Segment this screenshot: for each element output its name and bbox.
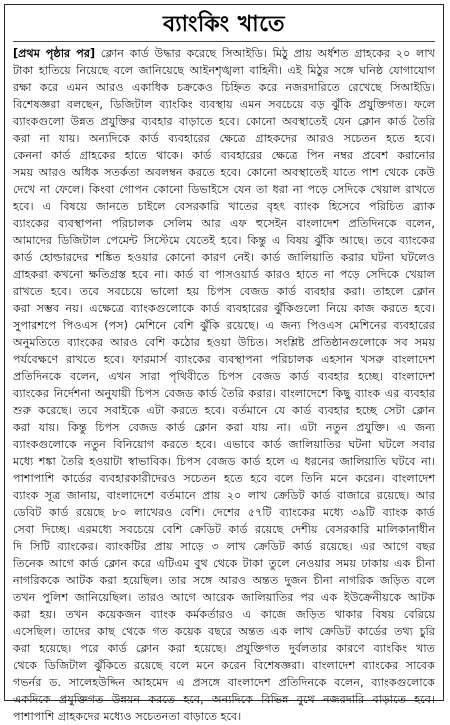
article-line: প্রতিদিনকে বলেন, এখন সারা পৃথিবীতে চিপস বেজড কার্ড ব্যবহার হচ্ছে। বাংলাদেশ [13, 370, 435, 383]
article-line: তখন পুলিশ জানিয়েছিল। তারও আগে আরেক জালিয়াতির পর এক ইউক্রেনীয়কে আটক [13, 591, 435, 604]
article-line: করা যায়। কিন্তু চিপস বেজড কার্ড ক্লোন করা যায় না। এটা নতুন প্রযুক্তি। এ জন্য [13, 421, 435, 434]
article-line: টাকা হাতিয়ে নিয়েছে বলে জানিয়েছে আইনশৃঙ্খলা বাহিনী। এই মিঠুর সঙ্গে ঘনিষ্ঠ যোগাযোগ [13, 64, 435, 77]
article-line: সেবা দিচ্ছে। এরমধ্যে সবচেয়ে বেশি ক্রেডিট কার্ড রয়েছে দেশীয় বেসরকারি মালিকানাধীন [13, 523, 435, 536]
article-line: গভর্নর ড. সালেহউদ্দিন আহমেদ এ প্রসঙ্গে বাংলাদেশ প্রতিদিনকে বলেন, ব্যাংকগুলোকে [13, 676, 435, 689]
newspaper-clipping [4, 4, 444, 723]
article-line: কেননা কার্ড গ্রাহকের হাতে থাকে। কার্ড ব্যবহারের ক্ষেত্রে পিন নম্বর প্রবেশ করানোর [13, 149, 435, 162]
article-line: পাশাপাশি কার্ডের ব্যবহারকারীদেরও সচেতন হতে হবে বলে তিনি মনে করেন। বাংলাদেশ [13, 472, 435, 485]
article-line: এসেছিল। তাদের কাছ থেকে গত কয়েক বছরে অন্তত এক লাখ ক্রেডিট কার্ডের তথ্য চুরি [13, 625, 435, 638]
article-line: গ্রাহকরা কখনো ক্ষতিগ্রস্ত হবে না। কার্ড বা পাসওয়ার্ড কারও হাতে না পড়ে সেদিকে খেয়াল [13, 268, 435, 281]
article-line: আমাদের ডিজিটাল পেমেন্ট সিস্টেমে যেতেই হবে। কিন্তু এ বিষয় ঝুঁকি আছে। তবে ব্যাংকের [13, 234, 435, 247]
article-line: একদিকে প্রযুক্তিগত উন্নয়ন করতে হবে, অন্যদিকে বিভিন্ন বুথে নজরদারি বাড়াতে হবে। [13, 693, 435, 706]
article-line: তিনেক আগে কার্ড ক্লোন করে এটিএম বুথ থেকে টাকা তুলে নেওয়ার সময় ঢাকায় এক চীনা [13, 557, 435, 570]
article-line: নাগরিককে আটক করা হয়েছিল। তার সঙ্গে আরও অন্তত দুজন চীনা নাগরিক জড়িত বলে [13, 574, 435, 587]
article-line: দেখে না ফেলে। কিংবা গোপন কোনো ডিভাইসে যেন তা ধরা না পড়ে সেদিকে খেয়াল রাখতে [13, 183, 435, 196]
article-line: ডেবিট কার্ড রয়েছে ৮০ লাখেরও বেশি। দেশের ৫৭টি ব্যাংকের মধ্যে ৩৯টি ব্যাংক কার্ড [13, 506, 435, 519]
headline-divider [13, 41, 435, 42]
article-line: করা হয়। তখন কয়েকজন ব্যাংক কর্মকর্তারও এ কাজে জড়িত থাকার বিষয় বেরিয়ে [13, 608, 435, 621]
article-line: করা না যায়। অন্যদিকে কার্ড ব্যবহারের ক্ষেত্রে গ্রাহকদের আরও সচেতন হতে হবে। [13, 132, 435, 145]
article-line: বিশেষজ্ঞরা বলছেন, ডিজিটাল ব্যাংকিং ব্যবস্থায় এমন সবচেয়ে বড় ঝুঁকি প্রযুক্তিগত। ফলে [13, 98, 435, 111]
headline: ব্যাংকিং খাতে [163, 11, 285, 37]
article-line-text: ক্লোন কার্ড উদ্ধার করেছে সিআইডি। মিঠু প্রায় অর্ধশত গ্রাহকের ২০ লাখ [95, 47, 435, 60]
article-line: রাখতে হবে। তবে সবচেয়ে ভালো হয় চিপস বেজড কার্ড ব্যবহার করা। তাহলে ক্লোন [13, 285, 435, 298]
article-line: ব্যাংকগুলোকে নতুন বিনিয়োগ করতে হবে। এভাবে কার্ড জালিয়াতির ঘটনা ঘটলে সবার [13, 438, 435, 451]
article-line: অনুমতিতে ব্যাংকের আরও বেশি কঠোর হওয়া উচিত। সংশ্লিষ্ট প্রতিষ্ঠানগুলোকে সব সময় [13, 336, 435, 349]
article-line: হবে। এ বিষয়ে জানতে চাইলে বেসরকারি খাতের বৃহৎ ব্যাংক হিসেবে পরিচিত ব্র্যাক [13, 200, 435, 213]
article-line: ব্যাংকগুলো উন্নত প্রযুক্তির ব্যবহার বাড়াতে হবে। কোনো অবস্থাতেই যেন ক্লোন কার্ড তৈরি [13, 115, 435, 128]
article-line [13, 45, 435, 62]
article-line: ব্যাংকের নির্দেশনা অনুযায়ী চিপস বেজড কার্ড তৈরি করার। বাংলাদেশে কিছু ব্যাংক এর ব্যবহার [13, 387, 435, 400]
article-line: ব্যাংক সূত্র জানায়, বাংলাদেশে বর্তমানে প্রায় ২০ লাখ ক্রেডিট কার্ড বাজারে রয়েছে। আর [13, 489, 435, 502]
article-line: ব্যাংকের ব্যবস্থাপনা পরিচালক সেলিম আর এফ হুসেইন বাংলাদেশ প্রতিদিনকে বলেন, [13, 217, 435, 230]
article-line: পর্যবেক্ষণে রাখতে হবে। ফারমার্স ব্যাংকের ব্যবস্থাপনা পরিচালক এহসান খসরু বাংলাদেশ [13, 353, 435, 366]
article-line: কার্ড হোল্ডারদের শঙ্কিত হওয়ার কোনো কারণ নেই। কার্ড জালিয়াতি করার ঘটনা ঘটলেও [13, 251, 435, 264]
article-line: থেকে ডিজিটাল ঝুঁকিতে রয়েছে বলে মনে করেন বিশেষজ্ঞরা। বাংলাদেশ ব্যাংকের সাবেক [13, 659, 435, 672]
article-body [13, 45, 435, 723]
continuation-tag: [প্রথম পৃষ্ঠার পর] [13, 47, 96, 60]
article-line: করা হয়েছে। পরে কার্ড ক্লোন করা হয়েছে। প্রযুক্তিগত দুর্বলতার কারণে ব্যাংকিং খাত [13, 642, 435, 655]
article-line: সময় আরও অধিক সতর্কতা অবলম্বন করতে হবে। কোনো অবস্থাতেই যাতে পাশ থেকে কেউ [13, 166, 435, 179]
article-line: শুরু করেছে। তবে সবাইকে এটা করতে হবে। বর্তমানে যে কার্ড ব্যবহার হচ্ছে সেটা ক্লোন [13, 404, 435, 417]
article-line: মধ্যে শঙ্কা তৈরি হওয়াটা স্বাভাবিক। চিপস বেজড কার্ড হলে এ ধরনের জালিয়াতি ঘটবে না। [13, 455, 435, 468]
article-line: পাশাপাশি গ্রাহকদের মধ্যেও সচেতনতা বাড়াতে হবে। [13, 710, 242, 723]
article-line: করা সম্ভব নয়। এক্ষেত্রে ব্যাংকগুলোকে কার্ড ব্যবহারের ঝুঁকিগুলো নিয়ে কাজ করতে হবে। [13, 302, 435, 315]
article-line: দি সিটি ব্যাংকের। ব্যাংকটির প্রায় সাড়ে ৩ লাখ ক্রেডিট কার্ড রয়েছে। এর আগে বছর [13, 540, 435, 553]
article-line: সুপারশপে পিওএস (পস) মেশিনে বেশি ঝুঁকি রয়েছে। এ জন্য পিওএস মেশিনের ব্যবহারের [13, 319, 435, 332]
article-line: রক্ষা করে এমন আরও একাধিক চক্রকেও চিহ্নিত করে নজরদারিতে রেখেছে সিআইডি। [13, 81, 435, 94]
